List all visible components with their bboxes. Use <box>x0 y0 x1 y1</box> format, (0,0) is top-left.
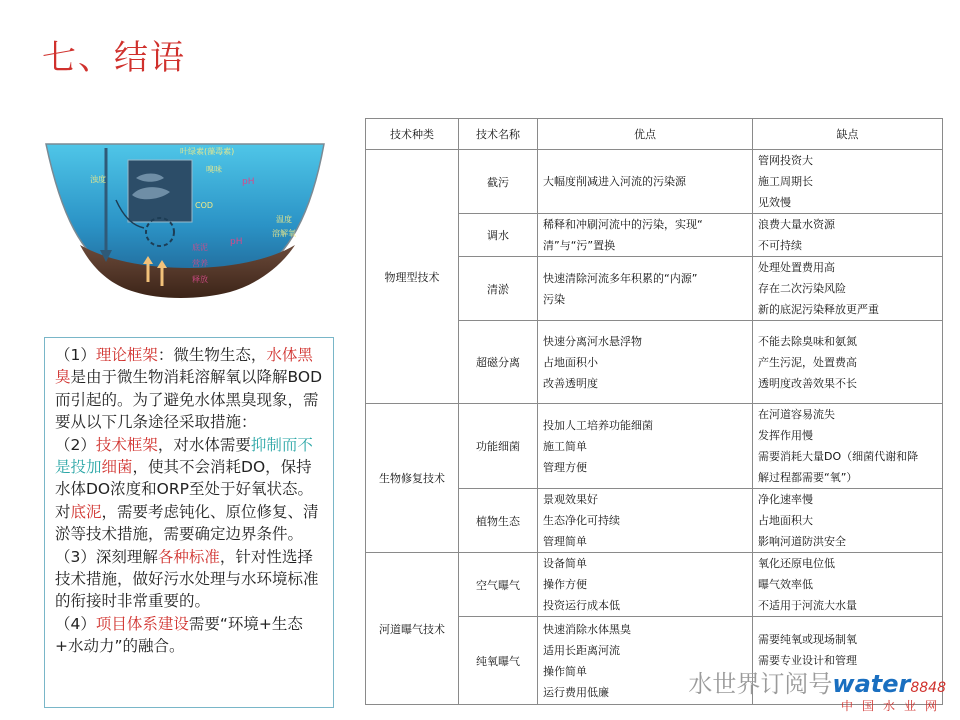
tech-cons <box>753 553 943 617</box>
note-paragraph <box>55 613 327 658</box>
cons-line: 氧化还原电位低 <box>758 557 835 570</box>
tech-cons <box>753 321 943 404</box>
tech-cons <box>753 489 943 553</box>
note-segment: 需要“环境+生态+水动力”的融合。 <box>55 614 303 656</box>
note-segment: 是由于微生物消耗溶解氧以降解BOD而引起的。为了避免水体黑臭现象，需要从以下几条途径采取措施： <box>55 368 323 432</box>
cons-line: 需要纯氧或现场制氧 <box>758 633 857 646</box>
tech-name: 功能细菌 <box>459 404 538 489</box>
tech-cons <box>753 214 943 257</box>
note-segment: ，针对性选择技术措施，做好污水处理与水环境标准的衔接时非常重要的。 <box>55 547 319 611</box>
cons-line: 透明度改善效果不长 <box>758 376 857 390</box>
cons-line: 发挥作用慢 <box>758 429 813 442</box>
note-segment: ，使其不会消耗DO，保持水体DO浓度和ORP至处于好氧状态。对 <box>55 458 313 521</box>
tech-name: 纯氧曝气 <box>459 617 538 705</box>
label-sediment-3: 释放 <box>192 275 208 284</box>
conclusion-notes <box>44 337 334 708</box>
pros-line: 适用长距离河流 <box>543 643 620 657</box>
label-cod: COD <box>195 201 214 210</box>
cons-line: 需要消耗大量DO（细菌代谢和降 <box>758 450 919 463</box>
note-segment: 水体黑臭 <box>55 346 313 387</box>
note-paragraph <box>55 434 327 546</box>
tech-cons <box>753 404 943 489</box>
note-segment: 底泥 <box>70 502 102 521</box>
note-paragraph <box>55 546 327 613</box>
note-segment: 抑制而不是投加 <box>55 435 313 477</box>
pros-line: 快速分离河水悬浮物 <box>543 334 642 348</box>
pros-line: 清”与“污”置换 <box>543 239 616 252</box>
cons-line: 产生污泥，处置费高 <box>758 355 857 369</box>
watermark <box>688 664 946 714</box>
note-segment: （1） <box>55 346 96 364</box>
cons-line: 见效慢 <box>758 196 791 209</box>
note-segment: 细菌 <box>101 458 133 477</box>
table-row <box>366 404 943 489</box>
cons-line: 曝气效率低 <box>758 578 813 591</box>
cons-line: 管网投资大 <box>758 154 813 167</box>
tech-pros <box>538 404 753 489</box>
note-segment: （3）深刻理解 <box>55 547 158 566</box>
label-sediment-2: 营养 <box>192 259 208 268</box>
pros-line: 管理简单 <box>543 535 587 548</box>
tech-cons <box>753 150 943 214</box>
header-cons: 缺点 <box>753 119 943 150</box>
technology-comparison-table <box>365 118 943 705</box>
note-segment: 技术框架 <box>95 435 158 454</box>
cons-line: 需要专业设计和管理 <box>758 654 857 667</box>
cons-line: 影响河道防洪安全 <box>758 535 846 548</box>
pros-line: 快速清除河流多年积累的“内源” <box>543 271 698 285</box>
tech-name: 超磁分离 <box>459 321 538 404</box>
header-pros: 优点 <box>538 119 753 150</box>
label-temperature: 温度 <box>276 215 292 224</box>
tech-pros <box>538 150 753 214</box>
pros-line: 大幅度削减进入河流的污染源 <box>543 175 686 188</box>
pros-line: 稀释和冲刷河流中的污染，实现“ <box>543 218 703 231</box>
cons-line: 存在二次污染风险 <box>758 282 846 295</box>
pros-line: 占地面积小 <box>543 355 598 369</box>
cons-line: 在河道容易流失 <box>758 408 835 421</box>
pros-line: 运行费用低廉 <box>543 685 609 699</box>
note-segment: （2） <box>55 435 96 454</box>
watermark-prefix: 水世界订阅号 <box>688 670 833 698</box>
cons-line: 施工周期长 <box>758 175 813 188</box>
pros-line: 操作方便 <box>543 578 587 591</box>
cons-line: 新的底泥污染释放更严重 <box>758 303 879 316</box>
pros-line: 景观效果好 <box>543 493 598 506</box>
pros-line: 设备简单 <box>543 557 587 570</box>
watermark-bottom: 中国水业网 <box>840 699 946 713</box>
watermark-brand: water <box>832 670 911 698</box>
page-title: 七、结语 <box>42 38 186 78</box>
pros-line: 快速消除水体黑臭 <box>543 622 631 636</box>
tech-pros <box>538 553 753 617</box>
tech-pros <box>538 214 753 257</box>
tech-name: 空气曝气 <box>459 553 538 617</box>
note-segment: （4） <box>55 614 96 633</box>
tech-category: 生物修复技术 <box>366 404 459 553</box>
note-segment: ，对水体需要 <box>157 435 251 454</box>
watermark-top <box>688 664 946 699</box>
note-segment: ，需要考虑钝化、原位修复、清淤等技术措施，需要确定边界条件。 <box>55 502 319 544</box>
cons-line: 占地面积大 <box>758 514 813 527</box>
table-row <box>366 553 943 617</box>
cons-line: 浪费大量水资源 <box>758 218 835 231</box>
note-paragraph <box>55 344 327 434</box>
pros-line: 操作简单 <box>543 664 587 678</box>
note-segment: 理论框架 <box>95 346 158 364</box>
header-category: 技术种类 <box>366 119 459 150</box>
note-segment: ：微生物生态， <box>157 346 267 364</box>
water-body-diagram <box>40 140 330 305</box>
tech-pros <box>538 489 753 553</box>
label-sediment-1: 底泥 <box>192 243 208 252</box>
label-smell: 嗅味 <box>206 165 222 174</box>
note-segment: 各种标准 <box>157 547 220 566</box>
tech-cons <box>753 257 943 321</box>
tech-name: 植物生态 <box>459 489 538 553</box>
pros-line: 施工简单 <box>543 439 587 453</box>
tech-name: 调水 <box>459 214 538 257</box>
tech-name: 截污 <box>459 150 538 214</box>
cons-line: 解过程都需要“氧”） <box>758 471 858 484</box>
label-dissolved-oxygen: 溶解氧 <box>272 229 296 238</box>
table-header-row <box>366 119 943 150</box>
pros-line: 改善透明度 <box>543 376 598 390</box>
pros-line: 管理方便 <box>543 460 587 474</box>
tech-pros <box>538 257 753 321</box>
pros-line: 投加人工培养功能细菌 <box>543 418 653 432</box>
tech-category: 河道曝气技术 <box>366 553 459 705</box>
note-segment: 项目体系建设 <box>95 614 189 633</box>
label-ph-surface: pH <box>242 177 255 187</box>
cons-line: 处理处置费用高 <box>758 261 835 274</box>
tech-name: 清淤 <box>459 257 538 321</box>
cons-line: 净化速率慢 <box>758 493 813 506</box>
watermark-number: 8848 <box>910 680 946 696</box>
label-ph-bottom: pH <box>230 237 243 247</box>
pros-line: 生态净化可持续 <box>543 514 620 527</box>
pros-line: 污染 <box>543 292 565 306</box>
cons-line: 不可持续 <box>758 239 802 252</box>
table-row <box>366 150 943 214</box>
header-name: 技术名称 <box>459 119 538 150</box>
cons-line: 不适用于河流大水量 <box>758 599 857 612</box>
tech-pros <box>538 321 753 404</box>
cons-line: 不能去除臭味和氨氮 <box>758 334 857 348</box>
pros-line: 投资运行成本低 <box>543 599 620 612</box>
label-chlorophyll: 叶绿素(藻毒素) <box>180 147 235 156</box>
label-turbidity: 浊度 <box>90 175 106 184</box>
tech-category: 物理型技术 <box>366 150 459 404</box>
